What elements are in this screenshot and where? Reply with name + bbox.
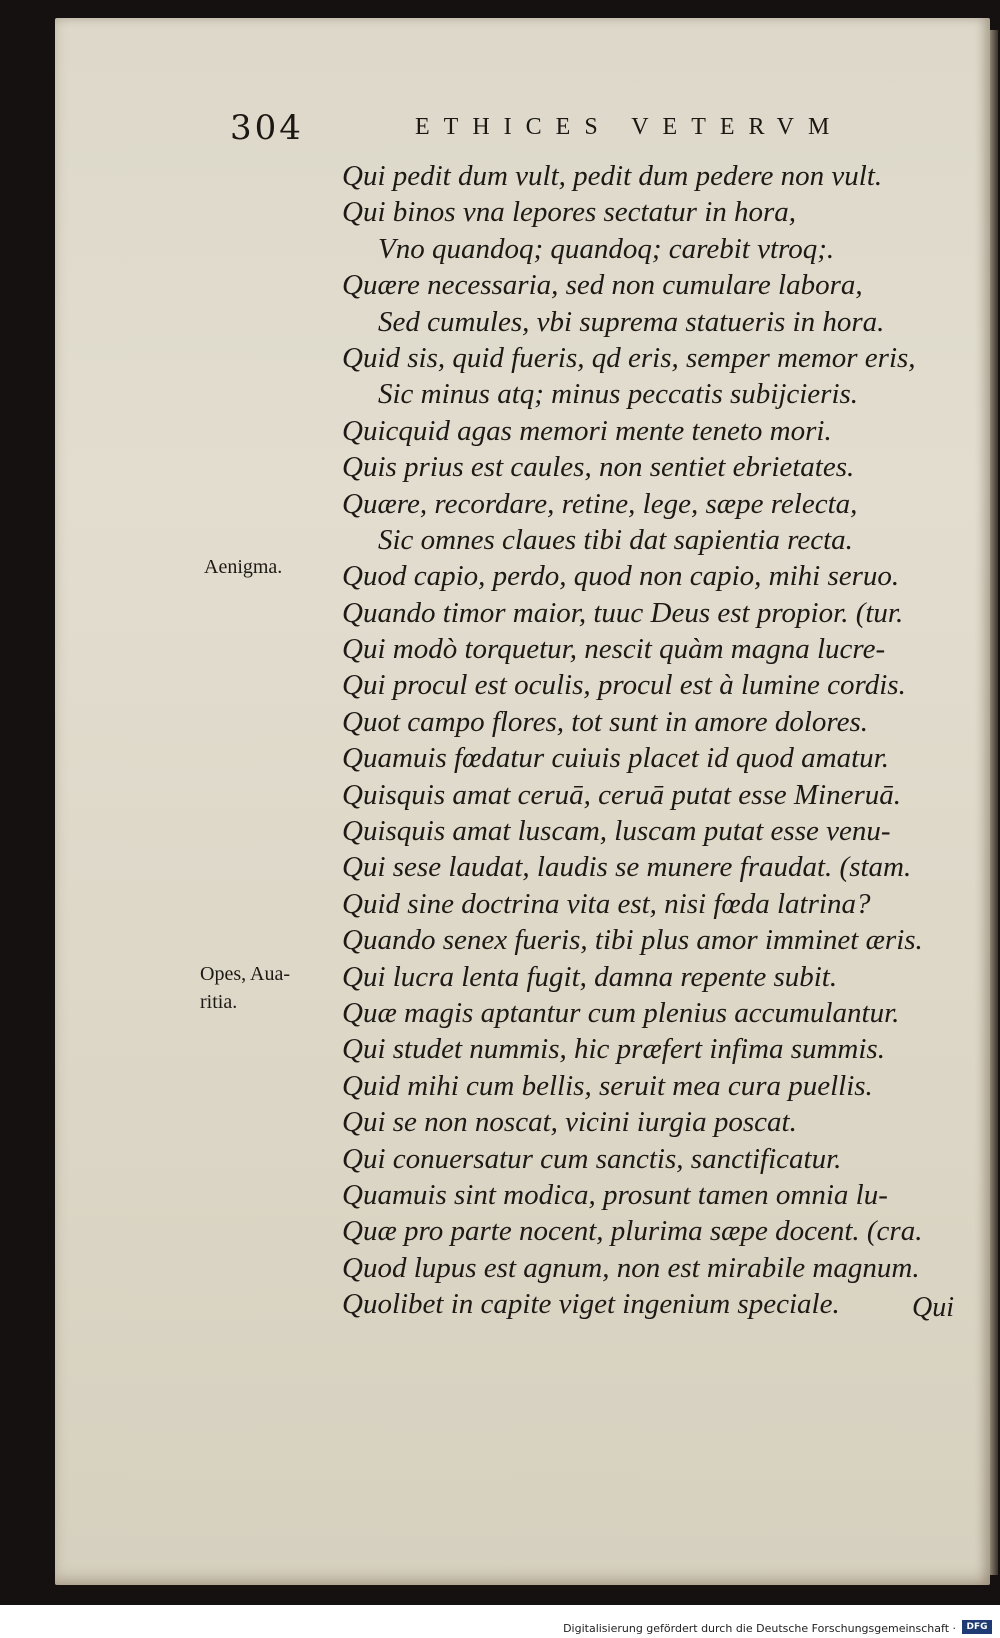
verse-line: Quamuis fœdatur cuiuis placet id quod amatur. [342,742,889,775]
verse-line: Quod capio, perdo, quod non capio, mihi seruo. [342,560,900,593]
margin-note-aenigma: Aenigma. [204,556,283,578]
page-header [230,108,920,152]
verse-line: Quis prius est caules, non sentiet ebrietates. [342,451,855,484]
verse-line: Vno quandoq; quandoq; carebit vtroq;. [378,232,835,265]
verse-line: Qui se non noscat, vicini iurgia poscat. [342,1106,797,1139]
verse-line: Quæ magis aptantur cum plenius accumulantur. [342,996,900,1029]
margin-note-opes-line2: ritia. [200,991,238,1013]
verse-line: Quid sine doctrina vita est, nisi fœda latrina? [342,887,871,920]
verse-line: Qui procul est oculis, procul est à lumine cordis. [342,669,906,702]
dfg-logo: DFG [962,1620,992,1634]
verse-line: Quæ pro parte nocent, plurima sæpe docent. (cra. [342,1215,923,1248]
verse-line: Qui conuersatur cum sanctis, sanctificatur. [342,1142,842,1175]
margin-note-opes-line1: Opes, Aua- [200,963,290,985]
verse-line: Quando senex fueris, tibi plus amor imminet æris. [342,924,923,957]
verse-line: Qui sese laudat, laudis se munere fraudat. (stam. [342,851,912,884]
verse-line: Quamuis sint modica, prosunt tamen omnia lu- [342,1178,888,1211]
catchword: Qui [912,1292,954,1323]
running-title: ETHICES VETERVM [415,114,844,140]
verse-line: Quod lupus est agnum, non est mirabile magnum. [342,1251,920,1284]
verse-line: Quicquid agas memori mente teneto mori. [342,414,832,447]
verse-line: Qui studet nummis, hic præfert infima summis. [342,1033,885,1066]
verse-line: Qui pedit dum vult, pedit dum pedere non vult. [342,160,883,192]
verse-line: Quid mihi cum bellis, seruit mea cura puellis. [342,1069,873,1102]
margin-note-opes [200,960,290,1016]
page-edge [990,30,998,1575]
verse-line: Qui lucra lenta fugit, damna repente subit. [342,960,838,993]
verse-line: Quando timor maior, tuuc Deus est propior. (tur. [342,596,904,629]
verse-line: Qui modò torquetur, nescit quàm magna lucre- [342,633,886,666]
verse-line: Quære necessaria, sed non cumulare labora, [342,269,863,302]
verse-line: Quisquis amat luscam, luscam putat esse venu- [342,815,891,848]
verse-line: Quot campo flores, tot sunt in amore dolores. [342,705,869,738]
verse-line: Quære, recordare, retine, lege, sæpe relecta, [342,487,858,520]
verse-line: Quid sis, quid fueris, qd eris, semper memor eris, [342,341,916,374]
verse-line: Qui binos vna lepores sectatur in hora, [342,196,797,229]
verse-line: Sic omnes claues tibi dat sapientia recta. [378,523,853,556]
verse-line: Sed cumules, vbi suprema statueris in hora. [378,305,885,338]
page-number: 304 [230,108,304,148]
verse-list [342,158,982,1323]
footer-credit: Digitalisierung gefördert durch die Deutsche Forschungsgemeinschaft · [563,1622,956,1635]
verse-line: Quisquis amat ceruā, ceruā putat esse Mineruā. [342,778,901,811]
verse-line: Quolibet in capite viget ingenium speciale. [342,1288,840,1321]
verse-line: Sic minus atq; minus peccatis subijcieris. [378,378,859,411]
